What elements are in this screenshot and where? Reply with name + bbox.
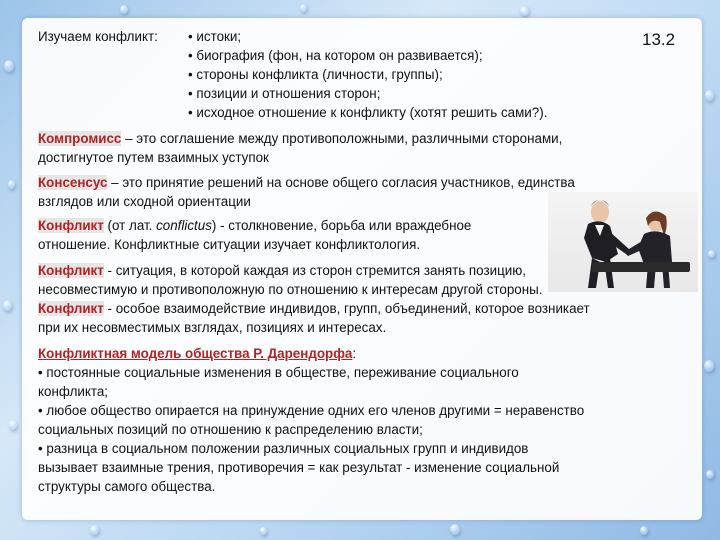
compromise-text: – это соглашение между противоположными, различными сторонами,: [121, 131, 563, 146]
latin-term: conflictus: [156, 218, 212, 233]
consensus-text: – это принятие решений на основе общего согласия участников, единства: [107, 175, 575, 190]
conflict-definition-1: [38, 217, 471, 235]
compromise-text-continued: достигнутое путем взаимных уступок: [38, 150, 269, 165]
compromise-term: Компромисс: [38, 131, 122, 146]
conflict-text: (от лат.: [103, 218, 157, 233]
dahrendorf-title: Конфликтная модель общества Р. Дарендорфа: [38, 346, 353, 361]
dahrendorf-line: структуры самого общества.: [38, 479, 216, 494]
consensus-definition: [38, 174, 575, 192]
dahrendorf-line: социальных позиций по отношению к распределению власти;: [38, 422, 423, 437]
compromise-definition: [38, 130, 562, 148]
dahrendorf-line: вызывает взаимные трения, противоречия = как результат - изменение социальной: [38, 460, 560, 475]
arguing-people-icon: [548, 192, 698, 292]
conflict-term: Конфликт: [38, 263, 104, 278]
intro-label: Изучаем конфликт:: [38, 29, 158, 44]
dahrendorf-line: • любое общество опирается на принуждение одних его членов другими = неравенство: [38, 403, 585, 418]
conflict-definition-3: [38, 300, 590, 318]
table-graphic: [592, 262, 690, 272]
conflict-text-continued: несовместимую и противоположную по отношению к интересам другой стороны.: [38, 282, 543, 297]
slide-number: 13.2: [642, 30, 676, 49]
dahrendorf-line: конфликта;: [38, 384, 109, 399]
intro-item: • исходное отношение к конфликту (хотят решить сами?).: [188, 105, 548, 120]
conflict-text-continued: отношение. Конфликтные ситуации изучает конфликтология.: [38, 237, 421, 252]
dahrendorf-colon: :: [352, 346, 357, 361]
intro-item: • стороны конфликта (личности, группы);: [188, 67, 443, 82]
conflict-definition-2: [38, 262, 526, 280]
dahrendorf-heading: [38, 345, 356, 363]
dahrendorf-line: • разница в социальном положении различных социальных групп и индивидов: [38, 441, 529, 456]
dahrendorf-line: • постоянные социальные изменения в обществе, переживание социального: [38, 365, 519, 380]
conflict-term: Конфликт: [38, 218, 104, 233]
conflict-text: - ситуация, в которой каждая из сторон стремится занять позицию,: [103, 263, 527, 278]
consensus-text-continued: взглядов или сходной ориентации: [38, 194, 251, 209]
consensus-term: Консенсус: [38, 175, 108, 190]
conflict-term: Конфликт: [38, 301, 104, 316]
conflict-text-continued: при их несовместимых взглядах, позициях и интересах.: [38, 320, 387, 335]
intro-item: • позиции и отношения сторон;: [188, 86, 381, 101]
intro-item: • биография (фон, на котором он развивается);: [188, 48, 483, 63]
conflict-text: ) - столкновение, борьба или враждебное: [211, 218, 472, 233]
conflict-text: - особое взаимодействие индивидов, групп, объединений, которое возникает: [103, 301, 590, 316]
intro-item: • истоки;: [188, 29, 242, 44]
two-people-arguing-photo: [548, 192, 698, 292]
